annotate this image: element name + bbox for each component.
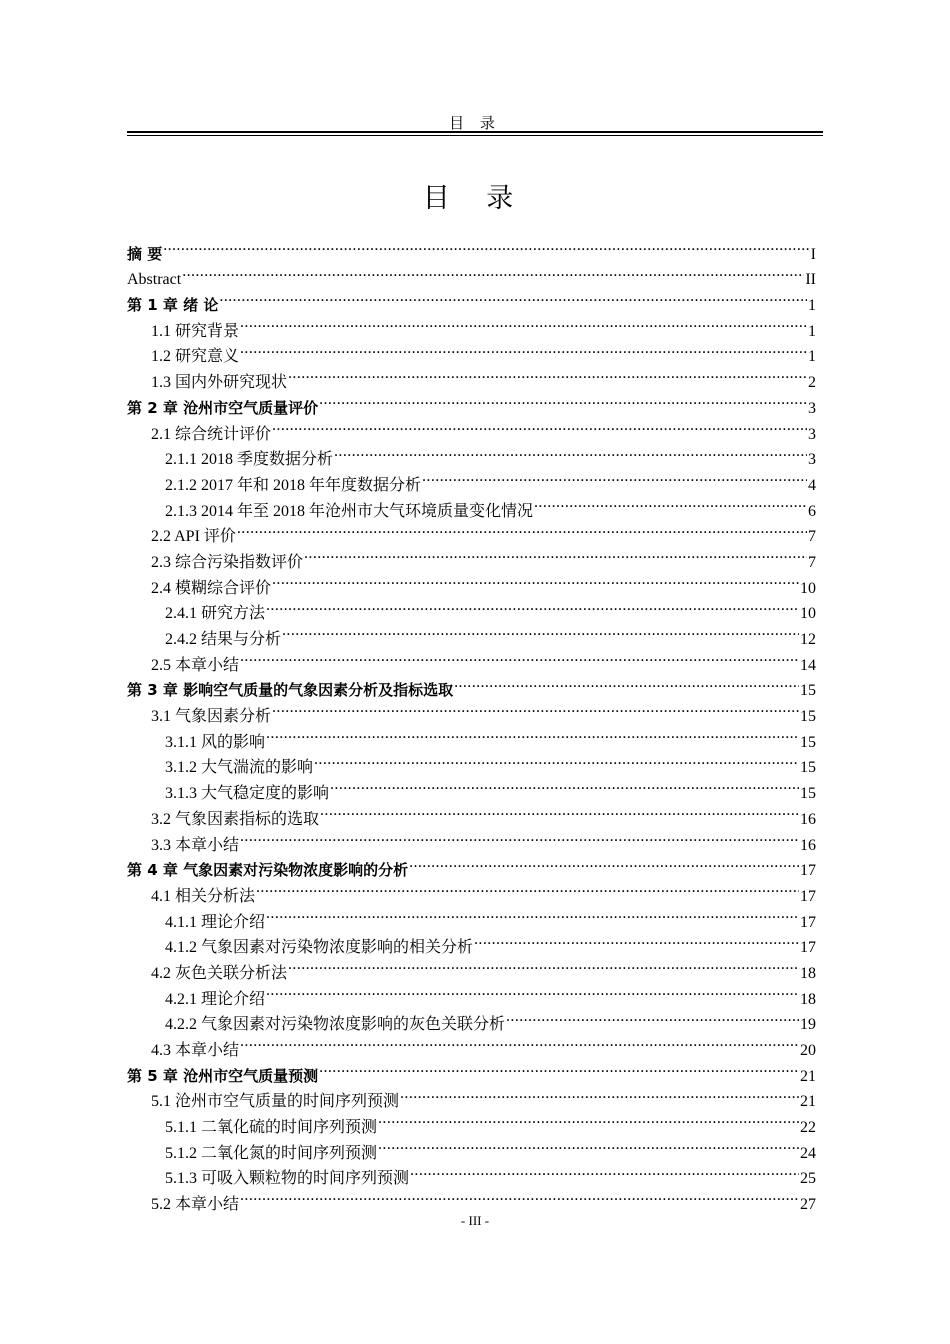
toc-entry-page: 18 — [800, 990, 816, 1008]
toc-dot-leader — [408, 850, 799, 876]
toc-entry-label: 2.4 模糊综合评价 — [151, 579, 272, 597]
toc-entry-label: 第 5 章 沧州市空气质量预测 — [127, 1066, 319, 1085]
toc-dot-leader — [162, 233, 809, 259]
toc-entry-page: I — [810, 245, 816, 263]
toc-dot-leader — [473, 927, 799, 953]
toc-entry-page: 7 — [808, 553, 816, 571]
toc-entry-page: 1 — [808, 297, 816, 315]
toc-dot-leader — [399, 1081, 799, 1107]
toc-entry-page: 14 — [800, 656, 816, 674]
toc-entry-page: 21 — [800, 1067, 816, 1085]
header-rule — [127, 131, 823, 136]
toc-entry-label: Abstract — [127, 271, 182, 289]
toc-entry-page: 17 — [800, 913, 816, 931]
toc-dot-leader — [236, 516, 807, 542]
toc-entry-page: 2 — [808, 374, 816, 392]
toc-entry[interactable] — [127, 259, 816, 289]
toc-entry-page: 1 — [808, 348, 816, 366]
toc-dot-leader — [239, 336, 807, 362]
toc-entry-label: 2.1.2 2017 年和 2018 年年度数据分析 — [165, 476, 422, 494]
toc-entry-label: 2.1.1 2018 季度数据分析 — [165, 451, 334, 469]
toc-entry-page: 15 — [800, 759, 816, 777]
toc-entry-label: 3.1.3 大气稳定度的影响 — [165, 785, 330, 803]
toc-entry-label: 2.1 综合统计评价 — [151, 425, 272, 443]
toc-entry-label: 第 2 章 沧州市空气质量评价 — [127, 398, 319, 417]
toc-entry-page: 6 — [808, 502, 816, 520]
toc-entry-page: 22 — [800, 1119, 816, 1137]
toc-dot-leader — [287, 952, 799, 978]
toc-dot-leader — [318, 387, 807, 413]
toc-entry-label: 2.5 本章小结 — [151, 656, 240, 674]
toc-entry-label: 4.2.1 理论介绍 — [165, 990, 266, 1008]
toc-entry-label: 3.1 气象因素分析 — [151, 708, 272, 726]
page-number: - III - — [460, 1213, 490, 1228]
toc-entry-label: 4.1.1 理论介绍 — [165, 913, 266, 931]
toc-entry[interactable] — [127, 233, 816, 263]
toc-dot-leader — [239, 1183, 799, 1209]
toc-entry-page: 15 — [800, 785, 816, 803]
toc-entry-label: 第 4 章 气象因素对污染物浓度影响的分析 — [127, 861, 409, 880]
toc-entry-label: 4.3 本章小结 — [151, 1042, 240, 1059]
toc-entry-label: 5.2 本章小结 — [151, 1196, 240, 1214]
toc-entry-page: 12 — [800, 631, 816, 648]
toc-dot-leader — [239, 310, 807, 336]
toc-entry-page: 27 — [800, 1196, 816, 1214]
page-title: 目 录 — [422, 183, 528, 214]
toc-entry-label: 2.3 综合污染指数评价 — [151, 553, 304, 571]
toc-dot-leader — [271, 695, 799, 721]
toc-entry-page: 16 — [800, 836, 816, 854]
toc-entry-page: 10 — [800, 605, 816, 623]
toc-entry-label: 摘 要 — [127, 244, 163, 263]
toc-entry-label: 1.3 国内外研究现状 — [151, 374, 288, 392]
toc-dot-leader — [239, 644, 799, 670]
toc-entry-page: II — [805, 271, 816, 289]
toc-entry-page: 19 — [800, 1016, 816, 1034]
toc-entry-label: 4.1.2 气象因素对污染物浓度影响的相关分析 — [165, 939, 474, 957]
toc-dot-leader — [303, 541, 807, 567]
toc-dot-leader — [271, 413, 807, 439]
toc-entry-label: 第 3 章 影响空气质量的气象因素分析及指标选取 — [127, 681, 454, 700]
toc-dot-leader — [287, 361, 807, 387]
toc-dot-leader — [255, 875, 799, 901]
toc-entry-page: 25 — [800, 1170, 816, 1188]
toc-entry-page: 15 — [800, 708, 816, 726]
toc-dot-leader — [421, 464, 807, 490]
toc-entry-page: 15 — [800, 733, 816, 751]
toc-dot-leader — [329, 772, 799, 798]
toc-entry-label: 3.1.2 大气湍流的影响 — [165, 759, 314, 777]
toc-entry-label: 5.1.1 二氧化硫的时间序列预测 — [165, 1119, 378, 1137]
toc-entry[interactable] — [127, 310, 816, 340]
toc-entry[interactable] — [127, 284, 816, 315]
toc-entry-label: 2.4.2 结果与分析 — [165, 631, 282, 648]
toc-entry-label: 5.1.2 二氧化氮的时间序列预测 — [165, 1144, 378, 1162]
toc-entry-label: 3.2 气象因素指标的选取 — [151, 810, 320, 828]
toc-dot-leader — [181, 259, 804, 285]
toc-entry-label: 2.4.1 研究方法 — [165, 605, 266, 623]
toc-entry-page: 17 — [800, 887, 816, 905]
toc-entry-page: 1 — [808, 322, 816, 340]
toc-dot-leader — [239, 1029, 799, 1055]
toc-dot-leader — [453, 670, 799, 696]
toc-entry-page: 15 — [800, 682, 816, 700]
toc-dot-leader — [271, 567, 799, 593]
toc-entry-label: 4.2.2 气象因素对污染物浓度影响的灰色关联分析 — [165, 1016, 506, 1034]
toc-entry-page: 3 — [808, 425, 816, 443]
toc-dot-leader — [333, 439, 807, 465]
toc-entry-label: 4.2 灰色关联分析法 — [151, 964, 288, 982]
toc-entry-label: 1.2 研究意义 — [151, 348, 240, 366]
toc-dot-leader — [218, 284, 807, 310]
toc-dot-leader — [377, 1132, 799, 1158]
toc-entry-page: 18 — [800, 964, 816, 982]
toc-entry-label: 2.2 API 评价 — [151, 528, 236, 546]
toc-dot-leader — [409, 1158, 799, 1184]
toc-entry-label: 3.3 本章小结 — [151, 836, 240, 854]
toc-entry-label: 5.1.3 可吸入颗粒物的时间序列预测 — [165, 1170, 410, 1188]
toc-entry-page: 3 — [808, 451, 816, 469]
toc-entry-page: 17 — [800, 862, 816, 880]
toc-dot-leader — [265, 901, 799, 927]
toc-dot-leader — [313, 747, 799, 773]
toc-dot-leader — [265, 593, 799, 619]
toc-entry-page: 7 — [808, 528, 816, 546]
toc-entry-page: 4 — [808, 476, 816, 494]
toc-entry-label: 5.1 沧州市空气质量的时间序列预测 — [151, 1093, 400, 1111]
toc-entry-label: 3.1.1 风的影响 — [165, 733, 266, 751]
toc-entry-page: 17 — [800, 939, 816, 957]
toc-entry-label: 4.1 相关分析法 — [151, 887, 256, 905]
toc-dot-leader — [265, 721, 799, 747]
toc-entry-page: 10 — [800, 579, 816, 597]
toc-dot-leader — [319, 798, 799, 824]
toc-dot-leader — [533, 490, 807, 516]
toc-dot-leader — [239, 824, 799, 850]
toc-entry-label: 1.1 研究背景 — [151, 322, 240, 340]
toc-entry-page: 16 — [800, 810, 816, 828]
toc-dot-leader — [505, 1004, 799, 1030]
toc-entry-label: 2.1.3 2014 年至 2018 年沧州市大气环境质量变化情况 — [165, 502, 534, 520]
table-of-contents — [127, 233, 816, 1214]
toc-dot-leader — [281, 618, 799, 644]
toc-entry-page: 3 — [808, 399, 816, 417]
toc-entry-page: 21 — [800, 1093, 816, 1111]
toc-dot-leader — [377, 1106, 799, 1132]
toc-entry-label: 第 1 章 绪 论 — [127, 296, 219, 315]
toc-dot-leader — [318, 1055, 799, 1081]
running-header: 目 录 — [449, 116, 501, 132]
toc-dot-leader — [265, 978, 799, 1004]
toc-entry-page: 24 — [800, 1144, 816, 1162]
toc-entry-page: 20 — [800, 1042, 816, 1059]
